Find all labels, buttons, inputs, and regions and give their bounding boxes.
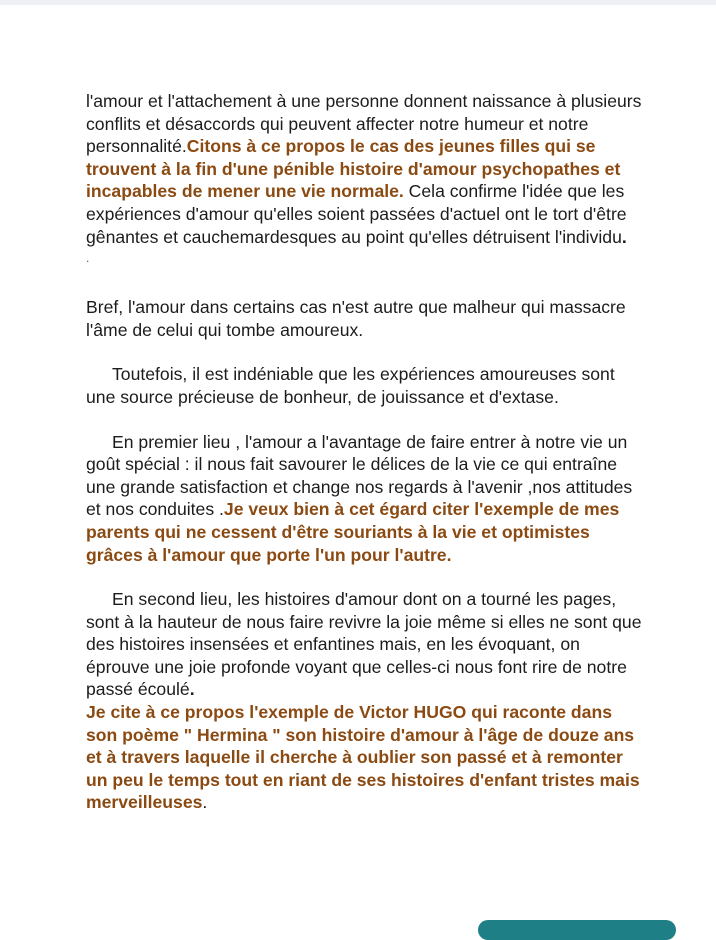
spacer — [86, 566, 646, 588]
paragraph-2: Bref, l'amour dans certains cas n'est autre que malheur qui massacre l'âme de celui qui tombe amoureux. — [86, 297, 626, 340]
paragraph-1-text-a: l'amour et l'attachement à une personne donnent naissance à plusieurs conflits et désaccords qui peuvent affecter notre humeur et notre personnalité. — [86, 91, 642, 157]
spacer — [86, 274, 646, 296]
paragraph-6 — [86, 701, 646, 814]
paragraph-6-highlight: Je cite à ce propos l'exemple de Victor HUGO qui raconte dans son poème " Hermina " son histoire d'amour à l'âge de douze ans et à travers laquelle il cherche à oublier son passé et à remonter un peu le temps tout en riant de ses histoires d'enfant tristes mais merveilleuses — [86, 702, 640, 813]
top-bar — [0, 0, 716, 5]
paragraph-4-highlight: Je veux bien à cet égard citer l'exemple de mes parents qui ne cessent d'être souriants à la vie et optimistes grâces à l'amour que porte l'un pour l'autre. — [86, 499, 620, 565]
paragraph-1-highlight: Citons à ce propos le cas des jeunes filles qui se trouvent à la fin d'une pénible histoire d'amour psychopathes et incapables de mener une vie normale. — [86, 136, 621, 202]
stray-dot: . — [86, 251, 90, 266]
next-page-button[interactable] — [478, 920, 676, 940]
paragraph-5 — [86, 588, 646, 701]
document-page — [86, 90, 646, 814]
paragraph-4-text: En premier lieu , l'amour a l'avantage de faire entrer à notre vie un goût spécial : il nous fait savourer le délices de la vie ce qui entraîne une grande satisfaction et change nos regards à l'avenir ,nos attitudes et nos conduites . — [86, 431, 633, 520]
paragraph-5-end-mark: . — [189, 679, 195, 700]
spacer — [86, 341, 646, 363]
paragraph-1-end-mark: . — [621, 226, 627, 247]
paragraph-3: Toutefois, il est indéniable que les expériences amoureuses sont une source précieuse de bonheur, de jouissance et d'extase. — [86, 364, 615, 407]
paragraph-1-text-b: Cela confirme l'idée que les expériences d'amour qu'elles soient passées d'actuel ont le tort d'être gênantes et cauchemardesques au point qu'elles détruisent l'individu — [86, 181, 627, 247]
paragraph-6-end-mark: . — [202, 792, 208, 813]
paragraph-5-text: En second lieu, les histoires d'amour dont on a tourné les pages, sont à la hauteur de nous faire revivre la joie même si elles ne sont que des histoires insensées et enfantines mais, en les évoquant, on éprouve une joie profonde voyant que celles-ci nous font rire de notre passé écoulé — [86, 589, 642, 700]
paragraph-4 — [86, 431, 646, 567]
paragraph-1 — [86, 90, 646, 248]
spacer — [86, 409, 646, 431]
